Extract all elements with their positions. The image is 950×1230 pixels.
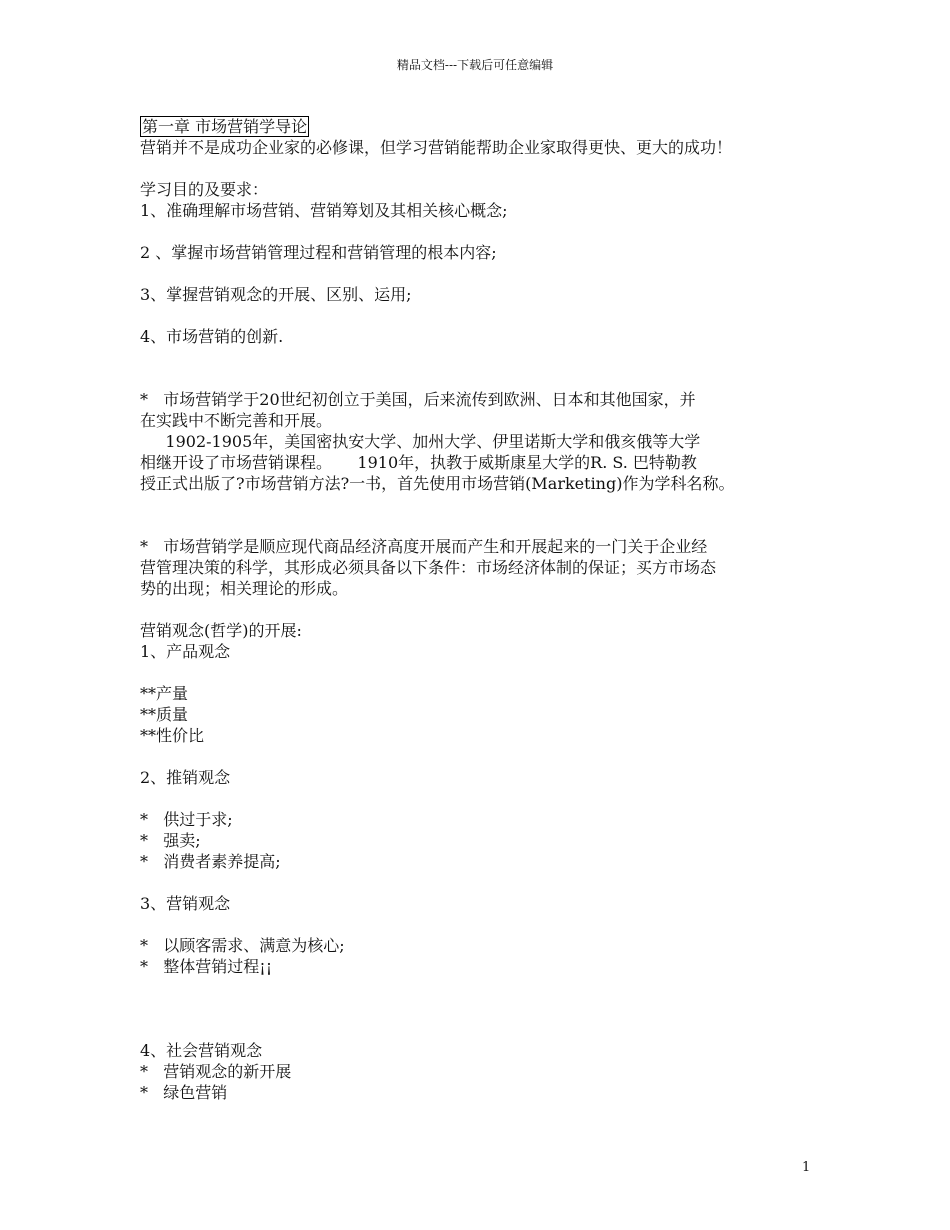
product-concept-item: **性价比 xyxy=(140,726,205,745)
objective-item: 1、准确理解市场营销、营销筹划及其相关核心概念; xyxy=(140,201,508,220)
history-paragraph-line: * 市场营销学于20世纪初创立于美国，后来流传到欧洲、日本和其他国家，并 xyxy=(140,390,696,409)
history-paragraph-line: 授正式出版了?市场营销方法?一书，首先使用市场营销(Marketing)作为学科名称。 xyxy=(140,474,735,493)
selling-concept-item: * 供过于求; xyxy=(140,810,233,829)
selling-concept-item: * 强卖; xyxy=(140,831,201,850)
spacer xyxy=(140,599,840,620)
marketing-concept-item: * 整体营销过程¡¡ xyxy=(140,957,273,976)
spacer xyxy=(140,263,840,284)
spacer xyxy=(140,515,840,536)
spacer xyxy=(140,977,840,998)
objective-item: 4、市场营销的创新. xyxy=(140,327,284,346)
societal-concept-title: 4、社会营销观念 xyxy=(140,1041,263,1060)
societal-concept-item: * 营销观念的新开展 xyxy=(140,1062,292,1081)
conditions-paragraph-line: * 市场营销学是顺应现代商品经济高度开展而产生和开展起来的一门关于企业经 xyxy=(140,537,708,556)
chapter-title-line xyxy=(140,116,840,137)
selling-concept-title: 2、推销观念 xyxy=(140,768,231,787)
spacer xyxy=(140,872,840,893)
document-body xyxy=(140,116,840,1103)
spacer xyxy=(140,788,840,809)
societal-concept-item: * 绿色营销 xyxy=(140,1083,228,1102)
objective-item: 2 、掌握市场营销管理过程和营销管理的根本内容; xyxy=(140,243,497,262)
conditions-paragraph-line: 营管理决策的科学，其形成必须具备以下条件：市场经济体制的保证；买方市场态 xyxy=(140,558,717,577)
spacer xyxy=(140,998,840,1019)
marketing-concept-title: 3、营销观念 xyxy=(140,894,231,913)
spacer xyxy=(140,662,840,683)
concepts-heading: 营销观念(哲学)的开展: xyxy=(140,621,302,640)
marketing-concept-item: * 以顾客需求、满意为核心; xyxy=(140,936,345,955)
product-concept-title: 1、产品观念 xyxy=(140,642,231,661)
product-concept-item: **产量 xyxy=(140,684,189,703)
page-header: 精品文档---下载后可任意编辑 xyxy=(396,58,554,72)
spacer xyxy=(140,158,840,179)
selling-concept-item: * 消费者素养提高; xyxy=(140,852,281,871)
history-paragraph-line: 相继开设了市场营销课程。 1910年，执教于威斯康星大学的R. S. 巴特勒教 xyxy=(140,453,697,472)
spacer xyxy=(140,494,840,515)
spacer xyxy=(140,347,840,368)
conditions-paragraph-line: 势的出现；相关理论的形成。 xyxy=(140,579,349,598)
spacer xyxy=(140,221,840,242)
spacer xyxy=(140,746,840,767)
history-paragraph-line: 在实践中不断完善和开展。 xyxy=(140,411,333,430)
objective-item: 3、掌握营销观念的开展、区别、运用; xyxy=(140,285,412,304)
intro-text: 营销并不是成功企业家的必修课，但学习营销能帮助企业家取得更快、更大的成功！ xyxy=(140,138,733,157)
product-concept-item: **质量 xyxy=(140,705,189,724)
spacer xyxy=(140,914,840,935)
spacer xyxy=(140,1019,840,1040)
chapter-title: 第一章 市场营销学导论 xyxy=(142,117,308,136)
history-paragraph-line: 1902-1905年，美国密执安大学、加州大学、伊里诺斯大学和俄亥俄等大学 xyxy=(140,432,701,451)
spacer xyxy=(140,368,840,389)
page-number: 1 xyxy=(802,1160,811,1175)
objectives-heading: 学习目的及要求： xyxy=(140,180,269,199)
spacer xyxy=(140,305,840,326)
